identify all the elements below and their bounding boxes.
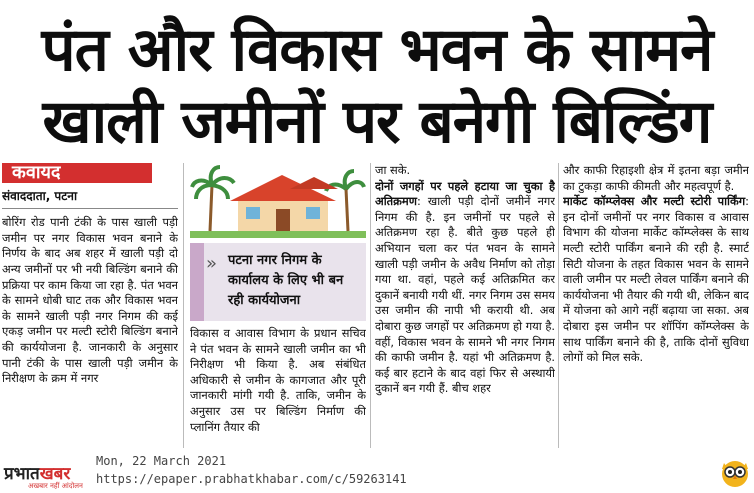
column-2-text: विकास व आवास विभाग के प्रधान सचिव ने पंत भवन के सामने खाली जमीन का भी निरीक्षण भी किया है. अब संबंधित अधिकारी से जमीन के कागजात और पूरी जानकारी मांगी गयी है. ताकि, जमीन के अनुसार उस पर बिल्डिंग निर्माण की प्लानिंग तैयार की bbox=[190, 326, 366, 434]
caption-text: पटना नगर निगम के कार्यालय के लिए भी बन रही कार्ययोजना bbox=[228, 253, 344, 308]
column-divider bbox=[183, 163, 184, 448]
logo-word-2: खबर bbox=[39, 464, 71, 484]
logo-tagline: अखबार नहीं आंदोलन bbox=[28, 482, 83, 490]
column-4-subhead: मार्केट कॉम्प्लेक्स और मल्टी स्टोरी पार्किंग bbox=[563, 194, 746, 209]
column-3-subhead: दोनों जगहों पर पहले हटाया जा चुका है अतिक्रमण bbox=[375, 178, 555, 209]
house-illustration bbox=[190, 163, 366, 238]
column-3-lead: जा सके. bbox=[375, 163, 411, 177]
caption-box bbox=[190, 243, 366, 321]
column-4-lead: और काफी रिहाइशी क्षेत्र में इतना बड़ा जमीन का टुकड़ा काफी कीमती और महत्वपूर्ण है. bbox=[563, 163, 749, 193]
chevron-right-icon: » bbox=[206, 253, 218, 274]
headline-line-1: पंत और विकास भवन के सामने bbox=[41, 15, 713, 85]
column-3-text: : खाली पड़ी दोनों जमीनें नगर निगम की है. इन जमीनों पर पहले से अतिक्रमण रहा है. बीते कुछ पहले ही अभियान चला कर पंत भवन के सामने खाली पड़ी जमीन के अवैध निर्माण को तोड़ा गया था. वहां, पहले कई अतिक्रमित कर दुकानें बनायी गयी थीं. नगर निगम उस समय उस जमीन की नापी भी करायी थी. अब दोबारा कुछ जगहों पर अतिक्रमण हो गया है. वहीं, विकास भवन के सामने भी नगर निगम की काफी जमीन है. यहां भी अतिक्रमण है. कई बार हटाने के बाद वहां फिर से अस्थायी दुकानें बन गयी हैं. बीच शहर bbox=[375, 194, 555, 396]
byline-divider bbox=[2, 208, 178, 209]
column-1 bbox=[2, 163, 178, 453]
owl-icon[interactable] bbox=[718, 455, 752, 489]
epaper-url[interactable]: https://epaper.prabhatkhabar.com/c/59263141 bbox=[96, 472, 407, 486]
publication-logo bbox=[4, 461, 70, 484]
logo-word-1: प्रभात bbox=[4, 464, 40, 484]
headline-line-2: खाली जमीनों पर बनेगी बिल्डिंग bbox=[42, 87, 712, 157]
caption-bar bbox=[190, 243, 204, 321]
section-tag: कवायद bbox=[2, 163, 152, 183]
edition-date: Mon, 22 March 2021 bbox=[96, 454, 227, 468]
column-4 bbox=[563, 163, 749, 453]
column-divider bbox=[558, 163, 559, 448]
headline bbox=[0, 0, 754, 160]
column-4-text: : इन दोनों जमीनों पर नगर विकास व आवास विभाग की योजना मार्केट कॉम्प्लेक्स के साथ मल्टी स्टोरी पार्किंग बनाने की रही है. स्मार्ट सिटी योजना के तहत विकास भवन के सामने वाली जमीन पर मल्टी लेवल पार्किंग बनाने की कार्ययोजना भी तैयार की गयी थी, लेकिन बाद में योजना को आगे नहीं बढ़ाया जा सका. अब दोबारा इस जमीन पर शॉपिंग कॉम्प्लेक्स के साथ पार्किंग बनाने की है, ताकि दोनों सुविधा लोगों को मिल सके. bbox=[563, 194, 749, 365]
column-3 bbox=[375, 163, 555, 453]
footer bbox=[0, 455, 754, 490]
article-body bbox=[0, 163, 754, 453]
byline: संवाददाता, पटना bbox=[2, 188, 78, 203]
column-2 bbox=[190, 326, 366, 453]
column-1-text: बोरिंग रोड पानी टंकी के पास खाली पड़ी जमीन पर नगर विकास भवन बनाने के निर्णय के बाद अब शहर में खाली पड़ी दो अन्य जमीनों पर भी नयी बिल्डिंग बनाने की प्रक्रिया पर काम किया जा रहा है. पंत भवन के सामने धोबी घाट तक और विकास भवन के सामने खाली पड़ी नगर निगम की कई एकड़ जमीन पर मल्टी स्टोरी बिल्डिंग बनाने की कार्ययोजना है. जानकारी के अनुसार पानी टंकी के पास खाली पड़ी जमीन के निरीक्षण के क्रम में नगर bbox=[2, 215, 178, 386]
column-divider bbox=[370, 163, 371, 448]
